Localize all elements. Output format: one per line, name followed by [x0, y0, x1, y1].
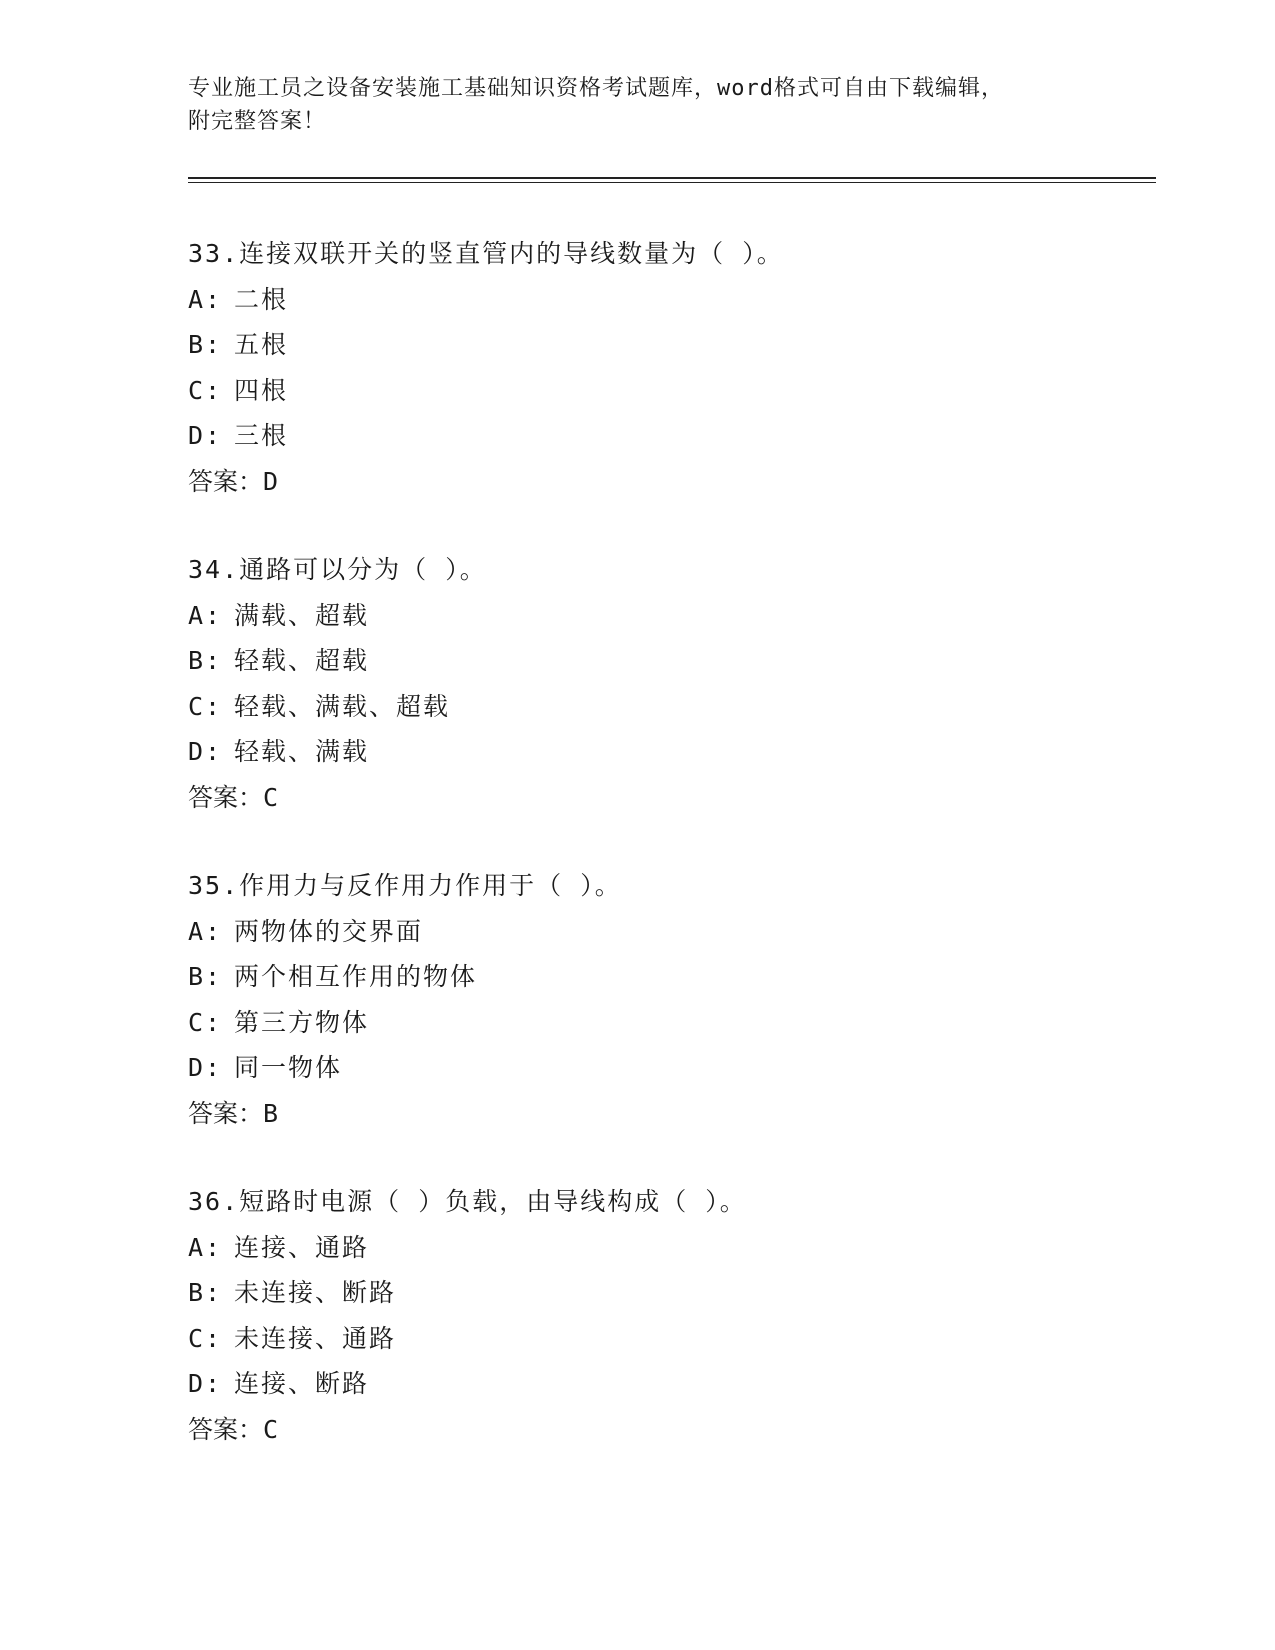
- option-key: D:: [188, 421, 223, 450]
- option-b: [188, 646, 1148, 676]
- header-divider-thin: [188, 182, 1156, 183]
- answer-label: 答案：: [188, 1098, 264, 1128]
- question-stem: 35.作用力与反作用力作用于（ ）。: [188, 871, 622, 900]
- option-a: [188, 1233, 1148, 1263]
- option-text: 轻载、满载: [234, 737, 370, 766]
- header-divider-thick: [188, 177, 1156, 179]
- option-c: [188, 1324, 1148, 1354]
- answer-label: 答案：: [188, 782, 264, 812]
- option-d: [188, 1369, 1148, 1399]
- option-key: B:: [188, 1278, 223, 1307]
- option-text: 满载、超载: [234, 600, 370, 630]
- option-key: A:: [188, 1232, 223, 1262]
- option-key: A:: [188, 600, 223, 630]
- option-d: [188, 1053, 1148, 1083]
- question-35: [188, 871, 1148, 1129]
- option-c: [188, 376, 1148, 406]
- option-key: A:: [188, 284, 223, 314]
- option-key: B:: [188, 646, 223, 675]
- question-stem: 36.短路时电源（ ）负载，由导线构成（ ）。: [188, 1187, 747, 1216]
- header-line-2: 附完整答案！: [188, 109, 327, 134]
- option-key: C:: [188, 1007, 223, 1037]
- option-c: [188, 692, 1148, 722]
- question-34: [188, 555, 1148, 813]
- option-d: [188, 737, 1148, 767]
- option-text: 未连接、通路: [234, 1323, 397, 1353]
- header-line-1: 专业施工员之设备安装施工基础知识资格考试题库，word格式可自由下载编辑，: [188, 76, 1004, 101]
- answer-value: B: [263, 1098, 279, 1128]
- option-d: [188, 421, 1148, 451]
- option-key: C:: [188, 375, 223, 405]
- option-text: 连接、通路: [234, 1232, 370, 1262]
- option-text: 两物体的交界面: [234, 916, 424, 946]
- option-key: C:: [188, 1323, 223, 1353]
- option-text: 连接、断路: [234, 1369, 370, 1398]
- option-text: 同一物体: [234, 1053, 343, 1082]
- answer-line: [188, 467, 1148, 497]
- answer-value: D: [263, 466, 279, 496]
- option-key: D:: [188, 737, 223, 766]
- option-text: 三根: [234, 421, 289, 450]
- option-key: B:: [188, 962, 223, 991]
- option-key: A:: [188, 916, 223, 946]
- option-b: [188, 330, 1148, 360]
- option-b: [188, 962, 1148, 992]
- question-36: [188, 1187, 1148, 1445]
- option-a: [188, 917, 1148, 947]
- option-text: 轻载、满载、超载: [234, 691, 451, 721]
- option-text: 未连接、断路: [234, 1278, 397, 1307]
- option-text: 二根: [234, 284, 289, 314]
- option-key: B:: [188, 330, 223, 359]
- question-33: [188, 239, 1148, 497]
- option-key: D:: [188, 1369, 223, 1398]
- document-header: [188, 72, 1088, 138]
- option-a: [188, 601, 1148, 631]
- option-key: D:: [188, 1053, 223, 1082]
- option-c: [188, 1008, 1148, 1038]
- answer-line: [188, 783, 1148, 813]
- answer-label: 答案：: [188, 1414, 264, 1444]
- option-text: 轻载、超载: [234, 646, 370, 675]
- option-a: [188, 285, 1148, 315]
- answer-line: [188, 1099, 1148, 1129]
- option-text: 五根: [234, 330, 289, 359]
- option-key: C:: [188, 691, 223, 721]
- option-b: [188, 1278, 1148, 1308]
- answer-line: [188, 1415, 1148, 1445]
- answer-value: C: [263, 782, 279, 812]
- option-text: 两个相互作用的物体: [234, 962, 478, 991]
- answer-value: C: [263, 1414, 279, 1444]
- option-text: 四根: [234, 375, 289, 405]
- option-text: 第三方物体: [234, 1007, 370, 1037]
- question-stem: 33.连接双联开关的竖直管内的导线数量为（ ）。: [188, 239, 784, 268]
- answer-label: 答案：: [188, 466, 264, 496]
- question-stem: 34.通路可以分为（ ）。: [188, 555, 487, 584]
